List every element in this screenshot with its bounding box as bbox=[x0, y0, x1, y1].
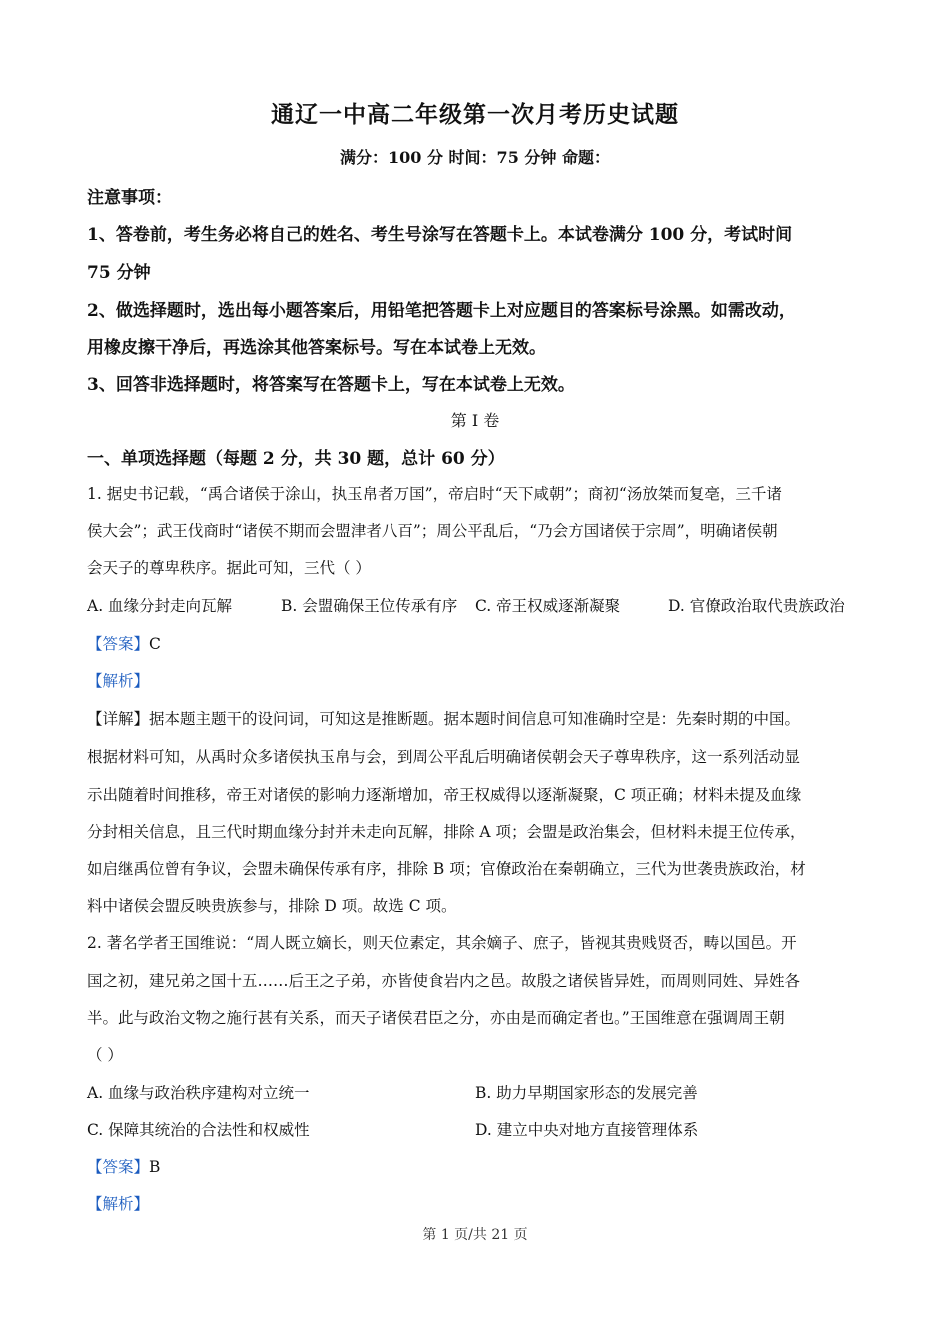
q1-detail-line: 分封相关信息，且三代时期血缘分封并未走向瓦解，排除 A 项；会盟是政治集会，但材料未提王位传承， bbox=[87, 823, 806, 841]
page-number: 第 1 页/共 21 页 bbox=[422, 1227, 528, 1243]
detail-tag: 【详解】 bbox=[87, 710, 150, 728]
q1-option-d: D. 官僚政治取代贵族政治 bbox=[668, 597, 845, 615]
notes-item-1-cont: 75 分钟 bbox=[87, 263, 151, 283]
notes-item-1: 1、答卷前，考生务必将自己的姓名、考生号涂写在答题卡上。本试卷满分 100 分，考试时间 bbox=[87, 225, 793, 245]
question-1-text-cont: 侯大会”；武王伐商时“诸侯不期而会盟津者八百”；周公平乱后，“乃会方国诸侯于宗周”，明确诸侯朝 bbox=[87, 522, 778, 540]
answer-value: C bbox=[149, 635, 161, 653]
q2-option-b: B. 助力早期国家形态的发展完善 bbox=[475, 1084, 698, 1102]
q1-analysis-tag: 【解析】 bbox=[87, 672, 150, 690]
answer-tag: 【答案】 bbox=[87, 635, 150, 653]
q1-option-a: A. 血缘分封走向瓦解 bbox=[87, 597, 233, 615]
detail-text: 据本题主题干的设问词，可知这是推断题。据本题时间信息可知准确时空是：先秦时期的中国。 bbox=[149, 710, 801, 728]
q1-option-c: C. 帝王权威逐渐凝聚 bbox=[475, 597, 621, 615]
notes-item-2: 2、做选择题时，选出每小题答案后，用铅笔把答题卡上对应题目的答案标号涂黑。如需改动， bbox=[87, 301, 796, 321]
q2-option-a: A. 血缘与政治秩序建构对立统一 bbox=[87, 1084, 310, 1102]
q1-answer bbox=[87, 632, 161, 654]
question-2-text: 2. 著名学者王国维说：“周人既立嫡长，则天位素定，其余嫡子、庶子，皆视其贵贱贤否，畴以国邑。开 bbox=[87, 934, 797, 952]
question-2-text-cont: 半。此与政治文物之施行甚有关系，而天子诸侯君臣之分，亦由是而确定者也。”王国维意在强调周王朝 bbox=[87, 1009, 785, 1027]
answer-tag: 【答案】 bbox=[87, 1158, 150, 1176]
question-2-text-cont: 国之初，建兄弟之国十五……后王之子弟，亦皆使食岩内之邑。故殷之诸侯皆异姓，而周则同姓、异姓各 bbox=[87, 972, 801, 990]
page-title: 通辽一中高二年级第一次月考历史试题 bbox=[271, 101, 679, 128]
answer-value: B bbox=[149, 1158, 161, 1176]
q1-detail bbox=[87, 707, 800, 729]
q2-analysis-tag: 【解析】 bbox=[87, 1195, 150, 1213]
exam-meta: 满分：100 分 时间：75 分钟 命题： bbox=[340, 148, 610, 167]
section-title: 一、单项选择题（每题 2 分，共 30 题，总计 60 分） bbox=[87, 449, 505, 469]
q2-answer bbox=[87, 1155, 160, 1177]
q2-option-c: C. 保障其统治的合法性和权威性 bbox=[87, 1121, 310, 1139]
notes-item-3: 3、回答非选择题时，将答案写在答题卡上，写在本试卷上无效。 bbox=[87, 375, 575, 395]
q1-option-b: B. 会盟确保王位传承有序 bbox=[281, 597, 458, 615]
question-1-text: 1. 据史书记载，“禹合诸侯于涂山，执玉帛者万国”，帝启时“天下咸朝”；商初“汤放桀而复亳，三千诸 bbox=[87, 485, 782, 503]
q1-detail-line: 根据材料可知，从禹时众多诸侯执玉帛与会，到周公平乱后明确诸侯朝会天子尊卑秩序，这一系列活动显 bbox=[87, 748, 801, 766]
notes-item-2-cont: 用橡皮擦干净后，再选涂其他答案标号。写在本试卷上无效。 bbox=[87, 338, 546, 358]
question-2-text-end: （ ） bbox=[87, 1046, 123, 1064]
q2-option-d: D. 建立中央对地方直接管理体系 bbox=[475, 1121, 699, 1139]
q1-detail-line: 示出随着时间推移，帝王对诸侯的影响力逐渐增加，帝王权威得以逐渐凝聚，C 项正确；材料未提及血缘 bbox=[87, 786, 802, 804]
volume-title: 第 I 卷 bbox=[450, 411, 500, 430]
q1-detail-line: 如启继禹位曾有争议，会盟未确保传承有序，排除 B 项；官僚政治在秦朝确立，三代为世袭贵族政治，材 bbox=[87, 860, 806, 878]
question-1-text-end: 会天子的尊卑秩序。据此可知，三代（ ） bbox=[87, 559, 371, 577]
notes-heading: 注意事项： bbox=[87, 188, 172, 208]
q1-detail-line: 料中诸侯会盟反映贵族参与，排除 D 项。故选 C 项。 bbox=[87, 897, 457, 915]
